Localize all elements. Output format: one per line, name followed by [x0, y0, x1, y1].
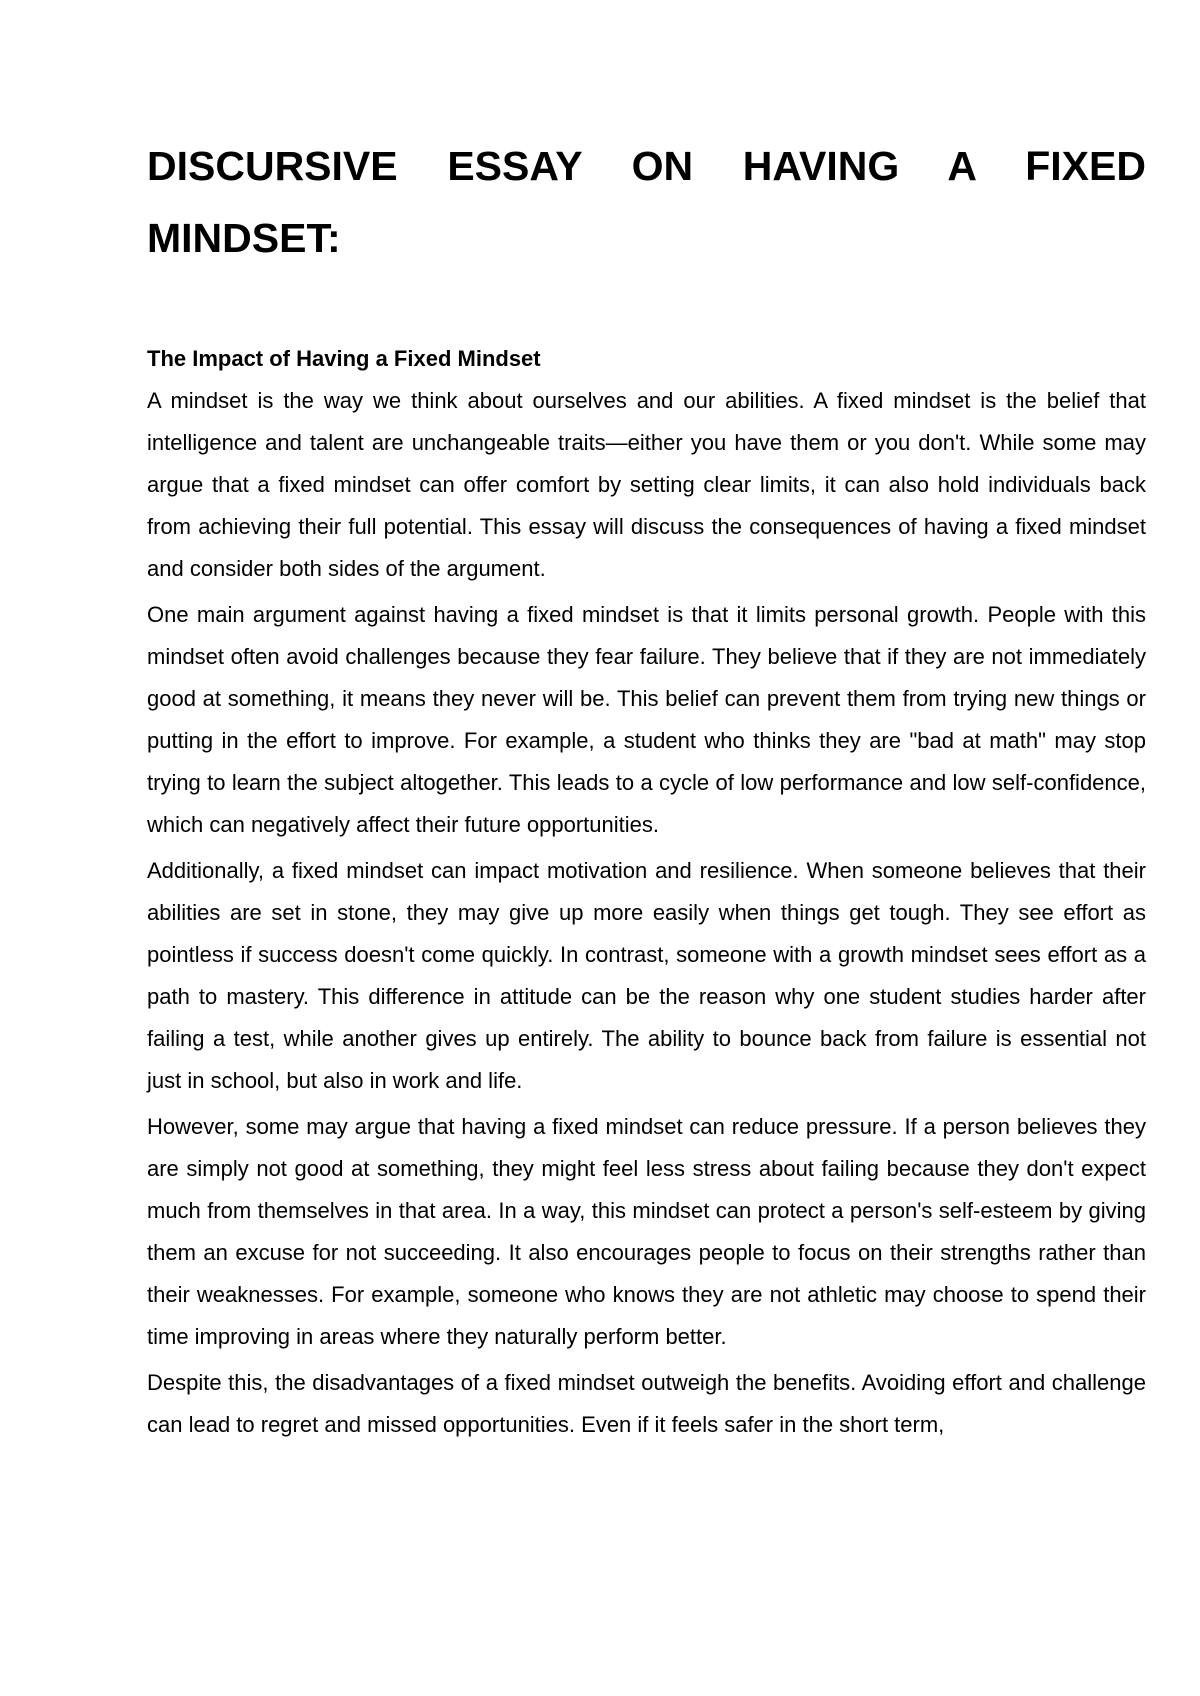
paragraph-counterargument: However, some may argue that having a fixed mindset can reduce pressure. If a person believes they are simply not good at something, they might feel less stress about failing because they don't expect much from themselves in that area. In a way, this mindset can protect a person's self-esteem by giving them an excuse for not succeeding. It also encourages people to focus on their strengths rather than their weaknesses. For example, someone who knows they are not athletic may choose to spend their time improving in areas where they naturally perform better.: [147, 1114, 1146, 1349]
section-heading: The Impact of Having a Fixed Mindset: [147, 346, 541, 371]
paragraph-motivation: Additionally, a fixed mindset can impact motivation and resilience. When someone believes that their abilities are set in stone, they may give up more easily when things get tough. They see effort as pointless if success doesn't come quickly. In contrast, someone with a growth mindset sees effort as a path to mastery. This difference in attitude can be the reason why one student studies harder after failing a test, while another gives up entirely. The ability to bounce back from failure is essential not just in school, but also in work and life.: [147, 858, 1146, 1093]
document-page: [147, 130, 1146, 1450]
paragraph-personal-growth: One main argument against having a fixed mindset is that it limits personal growth. People with this mindset often avoid challenges because they fear failure. They believe that if they are not immediately good at something, it means they never will be. This belief can prevent them from trying new things or putting in the effort to improve. For example, a student who thinks they are "bad at math" may stop trying to learn the subject altogether. This leads to a cycle of low performance and low self-confidence, which can negatively affect their future opportunities.: [147, 602, 1146, 837]
paragraph-rebuttal: Despite this, the disadvantages of a fixed mindset outweigh the benefits. Avoiding effort and challenge can lead to regret and missed opportunities. Even if it feels safer in the short term,: [147, 1370, 1146, 1437]
paragraph-intro: A mindset is the way we think about ourselves and our abilities. A fixed mindset is the belief that intelligence and talent are unchangeable traits—either you have them or you don't. While some may argue that a fixed mindset can offer comfort by setting clear limits, it can also hold individuals back from achieving their full potential. This essay will discuss the consequences of having a fixed mindset and consider both sides of the argument.: [147, 388, 1146, 581]
document-title: DISCURSIVE ESSAY ON HAVING A FIXED MINDSET:: [147, 143, 1146, 261]
